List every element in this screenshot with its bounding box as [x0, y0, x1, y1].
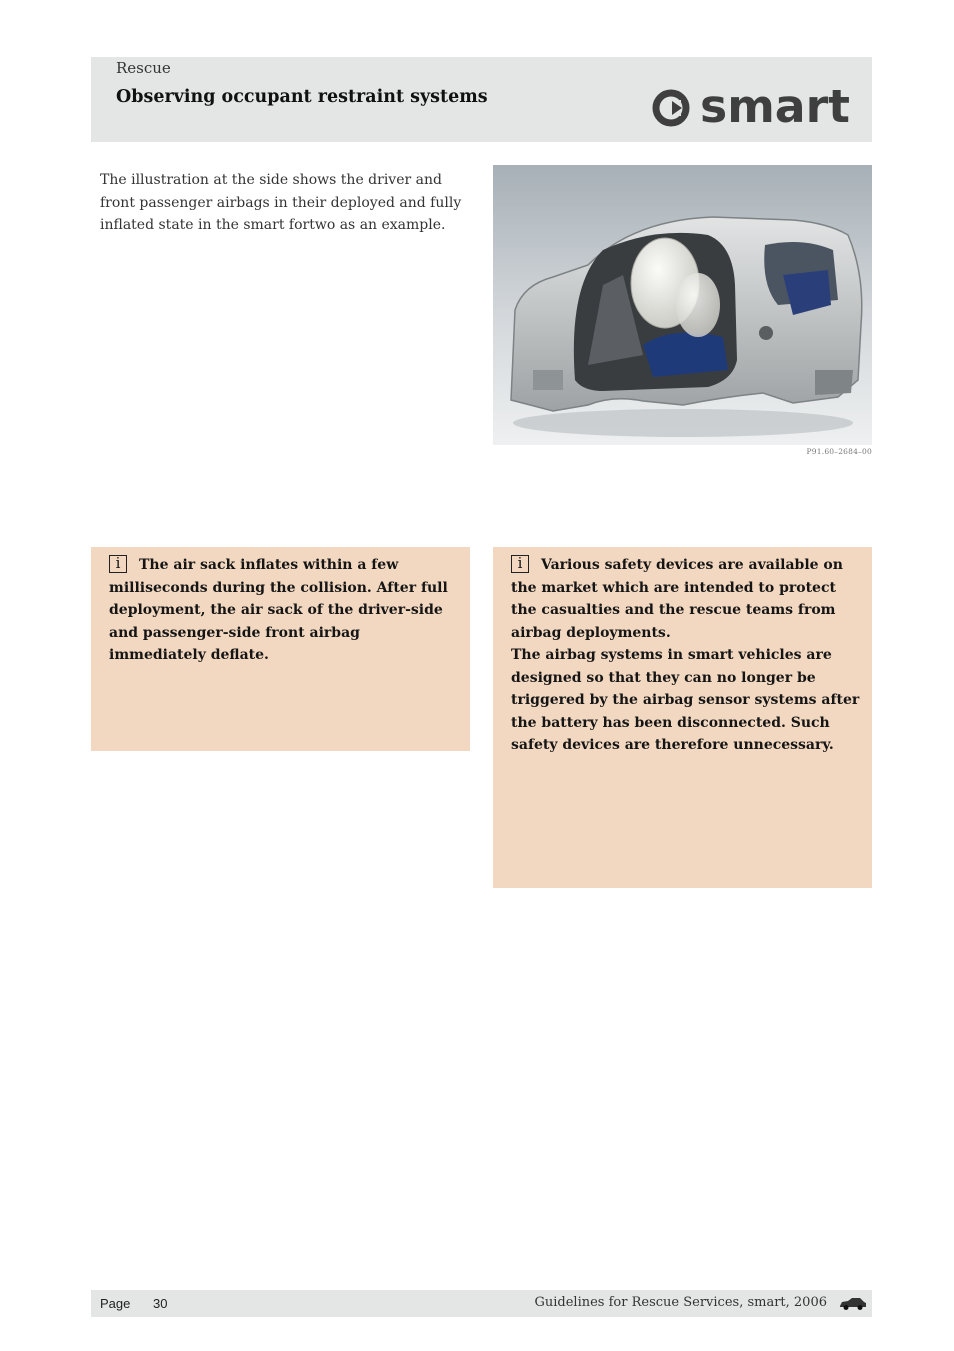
info-box-body: The air sack inflates within a few milliseconds during the collision. After full deployment, the air sack of the driver-side and passenger-side front airbag immediately deflate.	[109, 557, 448, 663]
info-icon: i	[511, 555, 529, 573]
page-footer	[91, 1290, 872, 1317]
footer-title: Guidelines for Rescue Services, smart, 2006	[534, 1295, 827, 1310]
page-label: Page	[100, 1296, 131, 1311]
info-box-safety-devices	[493, 547, 872, 888]
page-number: 30	[153, 1296, 168, 1311]
logo-wordmark: smart	[700, 85, 850, 131]
info-icon: i	[109, 555, 127, 573]
info-box-paragraph-1: Various safety devices are available on the market which are intended to protect the casualties and the rescue teams from airbag deployments.	[511, 557, 843, 641]
info-box-airbag-deflate	[91, 547, 470, 751]
smart-logo	[650, 85, 852, 131]
page-title: Observing occupant restraint systems	[116, 87, 488, 107]
airbag-photo	[493, 165, 872, 445]
intro-paragraph: The illustration at the side shows the driver and front passenger airbags in their deployed and fully inflated state in the smart fortwo as an example.	[100, 172, 462, 233]
info-box-text	[511, 554, 862, 644]
page-header	[91, 57, 872, 142]
section-label: Rescue	[116, 59, 171, 77]
info-box-text	[109, 554, 460, 667]
info-box-paragraph-2: The airbag systems in smart vehicles are designed so that they can no longer be triggered by the airbag sensor systems after the battery has been disconnected. Such safety devices are therefore unnecessary.	[511, 647, 860, 753]
figure-code: P91.60–2684–00	[806, 447, 872, 456]
car-icon	[838, 1296, 868, 1311]
